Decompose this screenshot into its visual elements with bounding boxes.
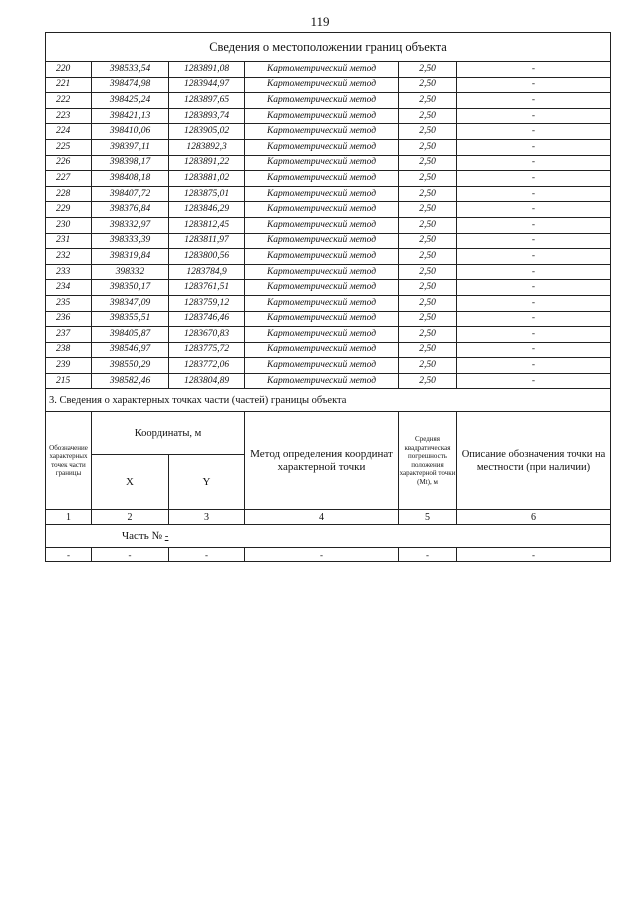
error-cell: 2,50 [399,249,457,265]
method-cell: Картометрический метод [245,373,399,389]
x-coordinate-cell: 398421,13 [92,108,169,124]
y-coordinate-cell: 1283800,56 [169,249,245,265]
method-cell: Картометрический метод [245,155,399,171]
method-cell: Картометрический метод [245,171,399,187]
x-coordinate-cell: 398550,29 [92,358,169,374]
point-number-cell: 225 [46,139,92,155]
method-cell: Картометрический метод [245,124,399,140]
table-row [46,264,611,280]
point-number-cell: 215 [46,373,92,389]
error-cell: 2,50 [399,342,457,358]
point-number-cell: 232 [46,249,92,265]
table-row [46,155,611,171]
table-title: Сведения о местоположении границ объекта [46,33,611,62]
empty-cell: - [46,548,92,562]
method-cell: Картометрический метод [245,186,399,202]
y-coordinate-cell: 1283811,97 [169,233,245,249]
x-coordinate-cell: 398410,06 [92,124,169,140]
description-cell: - [457,264,611,280]
x-coordinate-cell: 398319,84 [92,249,169,265]
description-header: Описание обозначения точки на местности (при наличии) [457,412,611,510]
error-cell: 2,50 [399,139,457,155]
method-cell: Картометрический метод [245,108,399,124]
point-number-cell: 230 [46,217,92,233]
point-number-cell: 231 [46,233,92,249]
description-cell: - [457,77,611,93]
y-header: Y [169,455,245,510]
description-cell: - [457,139,611,155]
point-number-cell: 223 [46,108,92,124]
method-cell: Картометрический метод [245,217,399,233]
y-coordinate-cell: 1283846,29 [169,202,245,218]
column-number: 6 [457,510,611,525]
method-cell: Картометрический метод [245,233,399,249]
y-coordinate-cell: 1283893,74 [169,108,245,124]
empty-cell: - [169,548,245,562]
description-cell: - [457,171,611,187]
description-cell: - [457,155,611,171]
y-coordinate-cell: 1283905,02 [169,124,245,140]
x-coordinate-cell: 398408,18 [92,171,169,187]
error-cell: 2,50 [399,233,457,249]
table-row [46,280,611,296]
part-label: Часть № [122,530,162,543]
error-cell: 2,50 [399,311,457,327]
table-row [46,217,611,233]
error-cell: 2,50 [399,327,457,343]
table-row [46,202,611,218]
error-cell: 2,50 [399,186,457,202]
column-number: 1 [46,510,92,525]
description-cell: - [457,108,611,124]
description-cell: - [457,311,611,327]
error-cell: 2,50 [399,62,457,78]
x-coordinate-cell: 398332 [92,264,169,280]
y-coordinate-cell: 1283804,89 [169,373,245,389]
error-cell: 2,50 [399,77,457,93]
x-coordinate-cell: 398533,54 [92,62,169,78]
method-cell: Картометрический метод [245,202,399,218]
point-number-cell: 234 [46,280,92,296]
point-number-cell: 224 [46,124,92,140]
description-cell: - [457,62,611,78]
y-coordinate-cell: 1283891,08 [169,62,245,78]
x-coordinate-cell: 398333,39 [92,233,169,249]
empty-cell: - [92,548,169,562]
x-coordinate-cell: 398376,84 [92,202,169,218]
part-number: - [164,530,169,543]
empty-cell: - [457,548,611,562]
table-row [46,358,611,374]
method-cell: Картометрический метод [245,62,399,78]
table-row [46,62,611,78]
table-row [46,233,611,249]
method-cell: Картометрический метод [245,327,399,343]
table-row [46,77,611,93]
point-number-cell: 229 [46,202,92,218]
x-coordinate-cell: 398405,87 [92,327,169,343]
table-row [46,139,611,155]
x-coordinate-cell: 398546,97 [92,342,169,358]
point-number-cell: 237 [46,327,92,343]
point-number-cell: 221 [46,77,92,93]
column-number-row [46,510,611,525]
description-cell: - [457,233,611,249]
point-number-cell: 233 [46,264,92,280]
header-row [46,412,611,455]
description-cell: - [457,295,611,311]
point-number-cell: 236 [46,311,92,327]
y-coordinate-cell: 1283881,02 [169,171,245,187]
error-cell: 2,50 [399,264,457,280]
y-coordinate-cell: 1283892,3 [169,139,245,155]
error-cell: 2,50 [399,93,457,109]
method-cell: Картометрический метод [245,342,399,358]
x-coordinate-cell: 398407,72 [92,186,169,202]
method-cell: Картометрический метод [245,311,399,327]
table-row [46,548,611,562]
method-cell: Картометрический метод [245,358,399,374]
description-cell: - [457,373,611,389]
x-coordinate-cell: 398425,24 [92,93,169,109]
x-coordinate-cell: 398355,51 [92,311,169,327]
table-row [46,171,611,187]
boundary-table [45,32,611,562]
x-coordinate-cell: 398347,09 [92,295,169,311]
method-cell: Картометрический метод [245,295,399,311]
point-number-cell: 222 [46,93,92,109]
point-number-cell: 235 [46,295,92,311]
error-cell: 2,50 [399,373,457,389]
part-row [46,525,611,548]
point-number-cell: 226 [46,155,92,171]
description-cell: - [457,249,611,265]
description-cell: - [457,186,611,202]
column-number: 5 [399,510,457,525]
description-cell: - [457,124,611,140]
description-cell: - [457,280,611,296]
x-coordinate-cell: 398474,98 [92,77,169,93]
table-row [46,311,611,327]
error-header: Средняя квадратическая погрешность положения характерной точки (Мt), м [399,412,457,510]
method-cell: Картометрический метод [245,264,399,280]
y-coordinate-cell: 1283772,06 [169,358,245,374]
x-coordinate-cell: 398582,46 [92,373,169,389]
table-row [46,342,611,358]
error-cell: 2,50 [399,280,457,296]
method-cell: Картометрический метод [245,249,399,265]
table-row [46,124,611,140]
table-row [46,373,611,389]
y-coordinate-cell: 1283891,22 [169,155,245,171]
y-coordinate-cell: 1283875,01 [169,186,245,202]
x-coordinate-cell: 398332,97 [92,217,169,233]
table-row [46,108,611,124]
point-number-cell: 239 [46,358,92,374]
error-cell: 2,50 [399,358,457,374]
empty-cell: - [245,548,399,562]
y-coordinate-cell: 1283897,65 [169,93,245,109]
y-coordinate-cell: 1283944,97 [169,77,245,93]
error-cell: 2,50 [399,108,457,124]
y-coordinate-cell: 1283775,72 [169,342,245,358]
table-row [46,93,611,109]
point-number-cell: 238 [46,342,92,358]
y-coordinate-cell: 1283812,45 [169,217,245,233]
page-number: 119 [310,14,330,29]
error-cell: 2,50 [399,171,457,187]
x-coordinate-cell: 398398,17 [92,155,169,171]
x-header: X [92,455,169,510]
x-coordinate-cell: 398350,17 [92,280,169,296]
error-cell: 2,50 [399,217,457,233]
x-coordinate-cell: 398397,11 [92,139,169,155]
point-number-cell: 228 [46,186,92,202]
y-coordinate-cell: 1283670,83 [169,327,245,343]
point-number-cell: 227 [46,171,92,187]
method-cell: Картометрический метод [245,139,399,155]
method-cell: Картометрический метод [245,77,399,93]
description-cell: - [457,202,611,218]
description-cell: - [457,217,611,233]
description-cell: - [457,93,611,109]
column-number: 4 [245,510,399,525]
description-cell: - [457,342,611,358]
y-coordinate-cell: 1283759,12 [169,295,245,311]
method-cell: Картометрический метод [245,93,399,109]
description-cell: - [457,327,611,343]
table-row [46,327,611,343]
table-row [46,249,611,265]
method-cell: Картометрический метод [245,280,399,296]
empty-cell: - [399,548,457,562]
column-number: 2 [92,510,169,525]
point-designation-header: Обозначение характерных точек части границы [46,412,92,510]
table-row [46,186,611,202]
table-row [46,295,611,311]
error-cell: 2,50 [399,155,457,171]
column-number: 3 [169,510,245,525]
section-title: 3. Сведения о характерных точках части (частей) границы объекта [46,389,611,412]
point-number-cell: 220 [46,62,92,78]
method-header: Метод определения координат характерной точки [245,412,399,510]
error-cell: 2,50 [399,295,457,311]
coordinates-header: Координаты, м [92,412,245,455]
description-cell: - [457,358,611,374]
y-coordinate-cell: 1283784,9 [169,264,245,280]
error-cell: 2,50 [399,202,457,218]
y-coordinate-cell: 1283746,46 [169,311,245,327]
y-coordinate-cell: 1283761,51 [169,280,245,296]
error-cell: 2,50 [399,124,457,140]
